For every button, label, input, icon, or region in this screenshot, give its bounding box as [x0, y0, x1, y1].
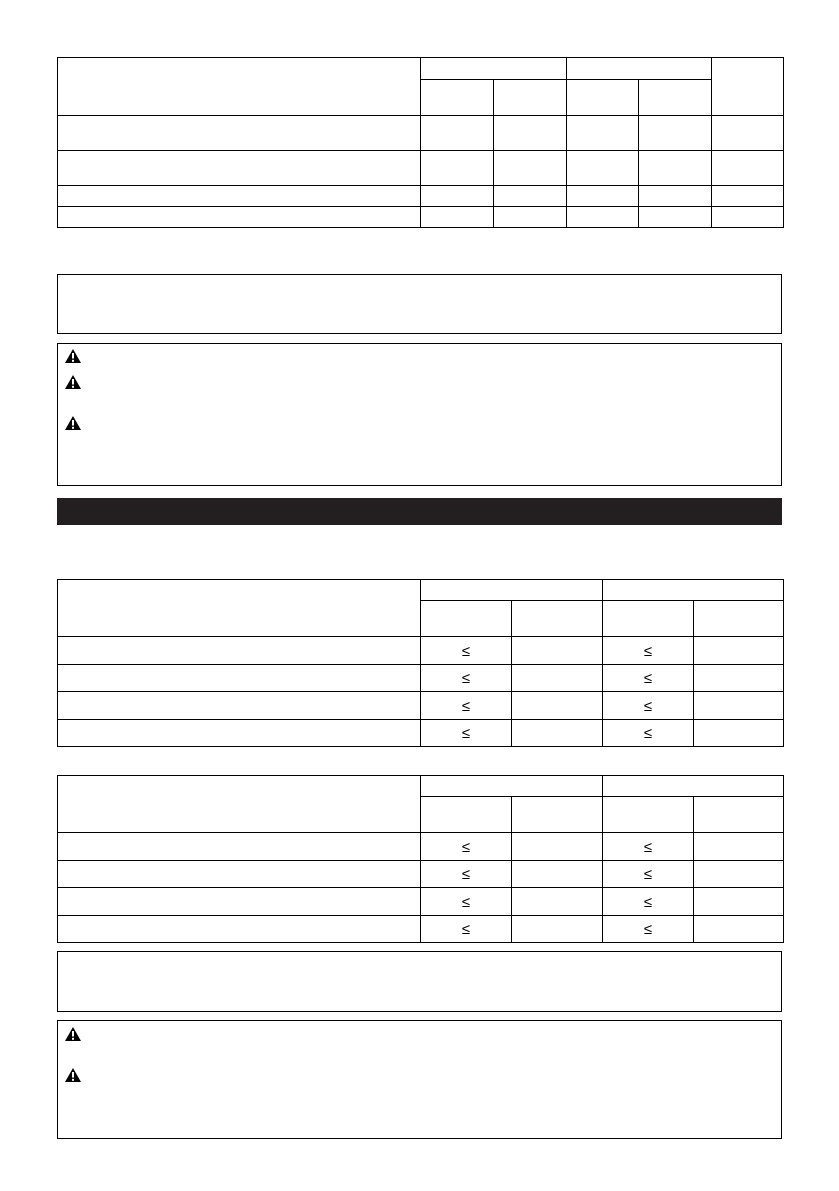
warning-triangle-icon: [65, 349, 81, 363]
less-or-equal-symbol: ≤: [461, 921, 471, 938]
warning-box: [57, 1020, 782, 1139]
warning-box: [57, 343, 782, 486]
table-subheader-cell: [639, 80, 712, 116]
warning-triangle-icon: [65, 1068, 81, 1082]
table-subheader-cell: [694, 797, 784, 833]
less-or-equal-symbol: ≤: [643, 697, 653, 715]
table-header-cell: [58, 580, 421, 637]
less-or-equal-symbol: ≤: [643, 866, 653, 883]
less-or-equal-symbol: ≤: [461, 725, 471, 742]
note-box: [57, 951, 782, 1012]
table-row: [58, 186, 784, 207]
table-row: [58, 833, 784, 861]
table-row: [58, 916, 784, 943]
less-or-equal-symbol: ≤: [461, 893, 471, 911]
table-header-cell: [603, 580, 784, 601]
table-subheader-cell: [421, 797, 512, 833]
table-header-cell: [421, 580, 603, 601]
section-header-bar: [57, 498, 782, 525]
less-or-equal-symbol: ≤: [643, 838, 653, 856]
table-row: [58, 116, 784, 151]
less-or-equal-symbol: ≤: [461, 670, 471, 687]
table-row: [58, 637, 784, 665]
note-box: [57, 274, 782, 334]
vibration-table-2: [57, 775, 784, 943]
table-row: [58, 861, 784, 888]
less-or-equal-symbol: ≤: [643, 725, 653, 742]
table-row: [58, 151, 784, 186]
table-header-cell: [421, 58, 567, 80]
warning-triangle-icon: [65, 1027, 81, 1041]
less-or-equal-symbol: ≤: [643, 921, 653, 938]
less-or-equal-symbol: ≤: [643, 670, 653, 687]
table-header-cell: [712, 58, 784, 116]
table-subheader-cell: [512, 797, 603, 833]
less-or-equal-symbol: ≤: [461, 866, 471, 883]
table-subheader-cell: [512, 601, 603, 637]
less-or-equal-symbol: ≤: [461, 642, 471, 660]
table-subheader-cell: [694, 601, 784, 637]
table-row: [58, 692, 784, 720]
table-subheader-cell: [494, 80, 567, 116]
spec-table-1: [57, 57, 784, 228]
less-or-equal-symbol: ≤: [461, 838, 471, 856]
less-or-equal-symbol: ≤: [643, 893, 653, 911]
table-row: [58, 888, 784, 916]
table-header-cell: [58, 776, 421, 833]
table-subheader-cell: [421, 80, 494, 116]
table-header-cell: [603, 776, 784, 797]
warning-triangle-icon: [65, 416, 81, 430]
table-subheader-cell: [603, 797, 694, 833]
warning-triangle-icon: [65, 375, 81, 389]
table-header-cell: [58, 58, 421, 116]
table-row: [58, 720, 784, 747]
less-or-equal-symbol: ≤: [461, 697, 471, 715]
table-row: [58, 665, 784, 692]
table-subheader-cell: [603, 601, 694, 637]
vibration-table-1: [57, 579, 784, 747]
table-row: [58, 207, 784, 228]
less-or-equal-symbol: ≤: [643, 642, 653, 660]
table-header-cell: [421, 776, 603, 797]
table-header-cell: [567, 58, 712, 80]
table-subheader-cell: [567, 80, 639, 116]
table-subheader-cell: [421, 601, 512, 637]
